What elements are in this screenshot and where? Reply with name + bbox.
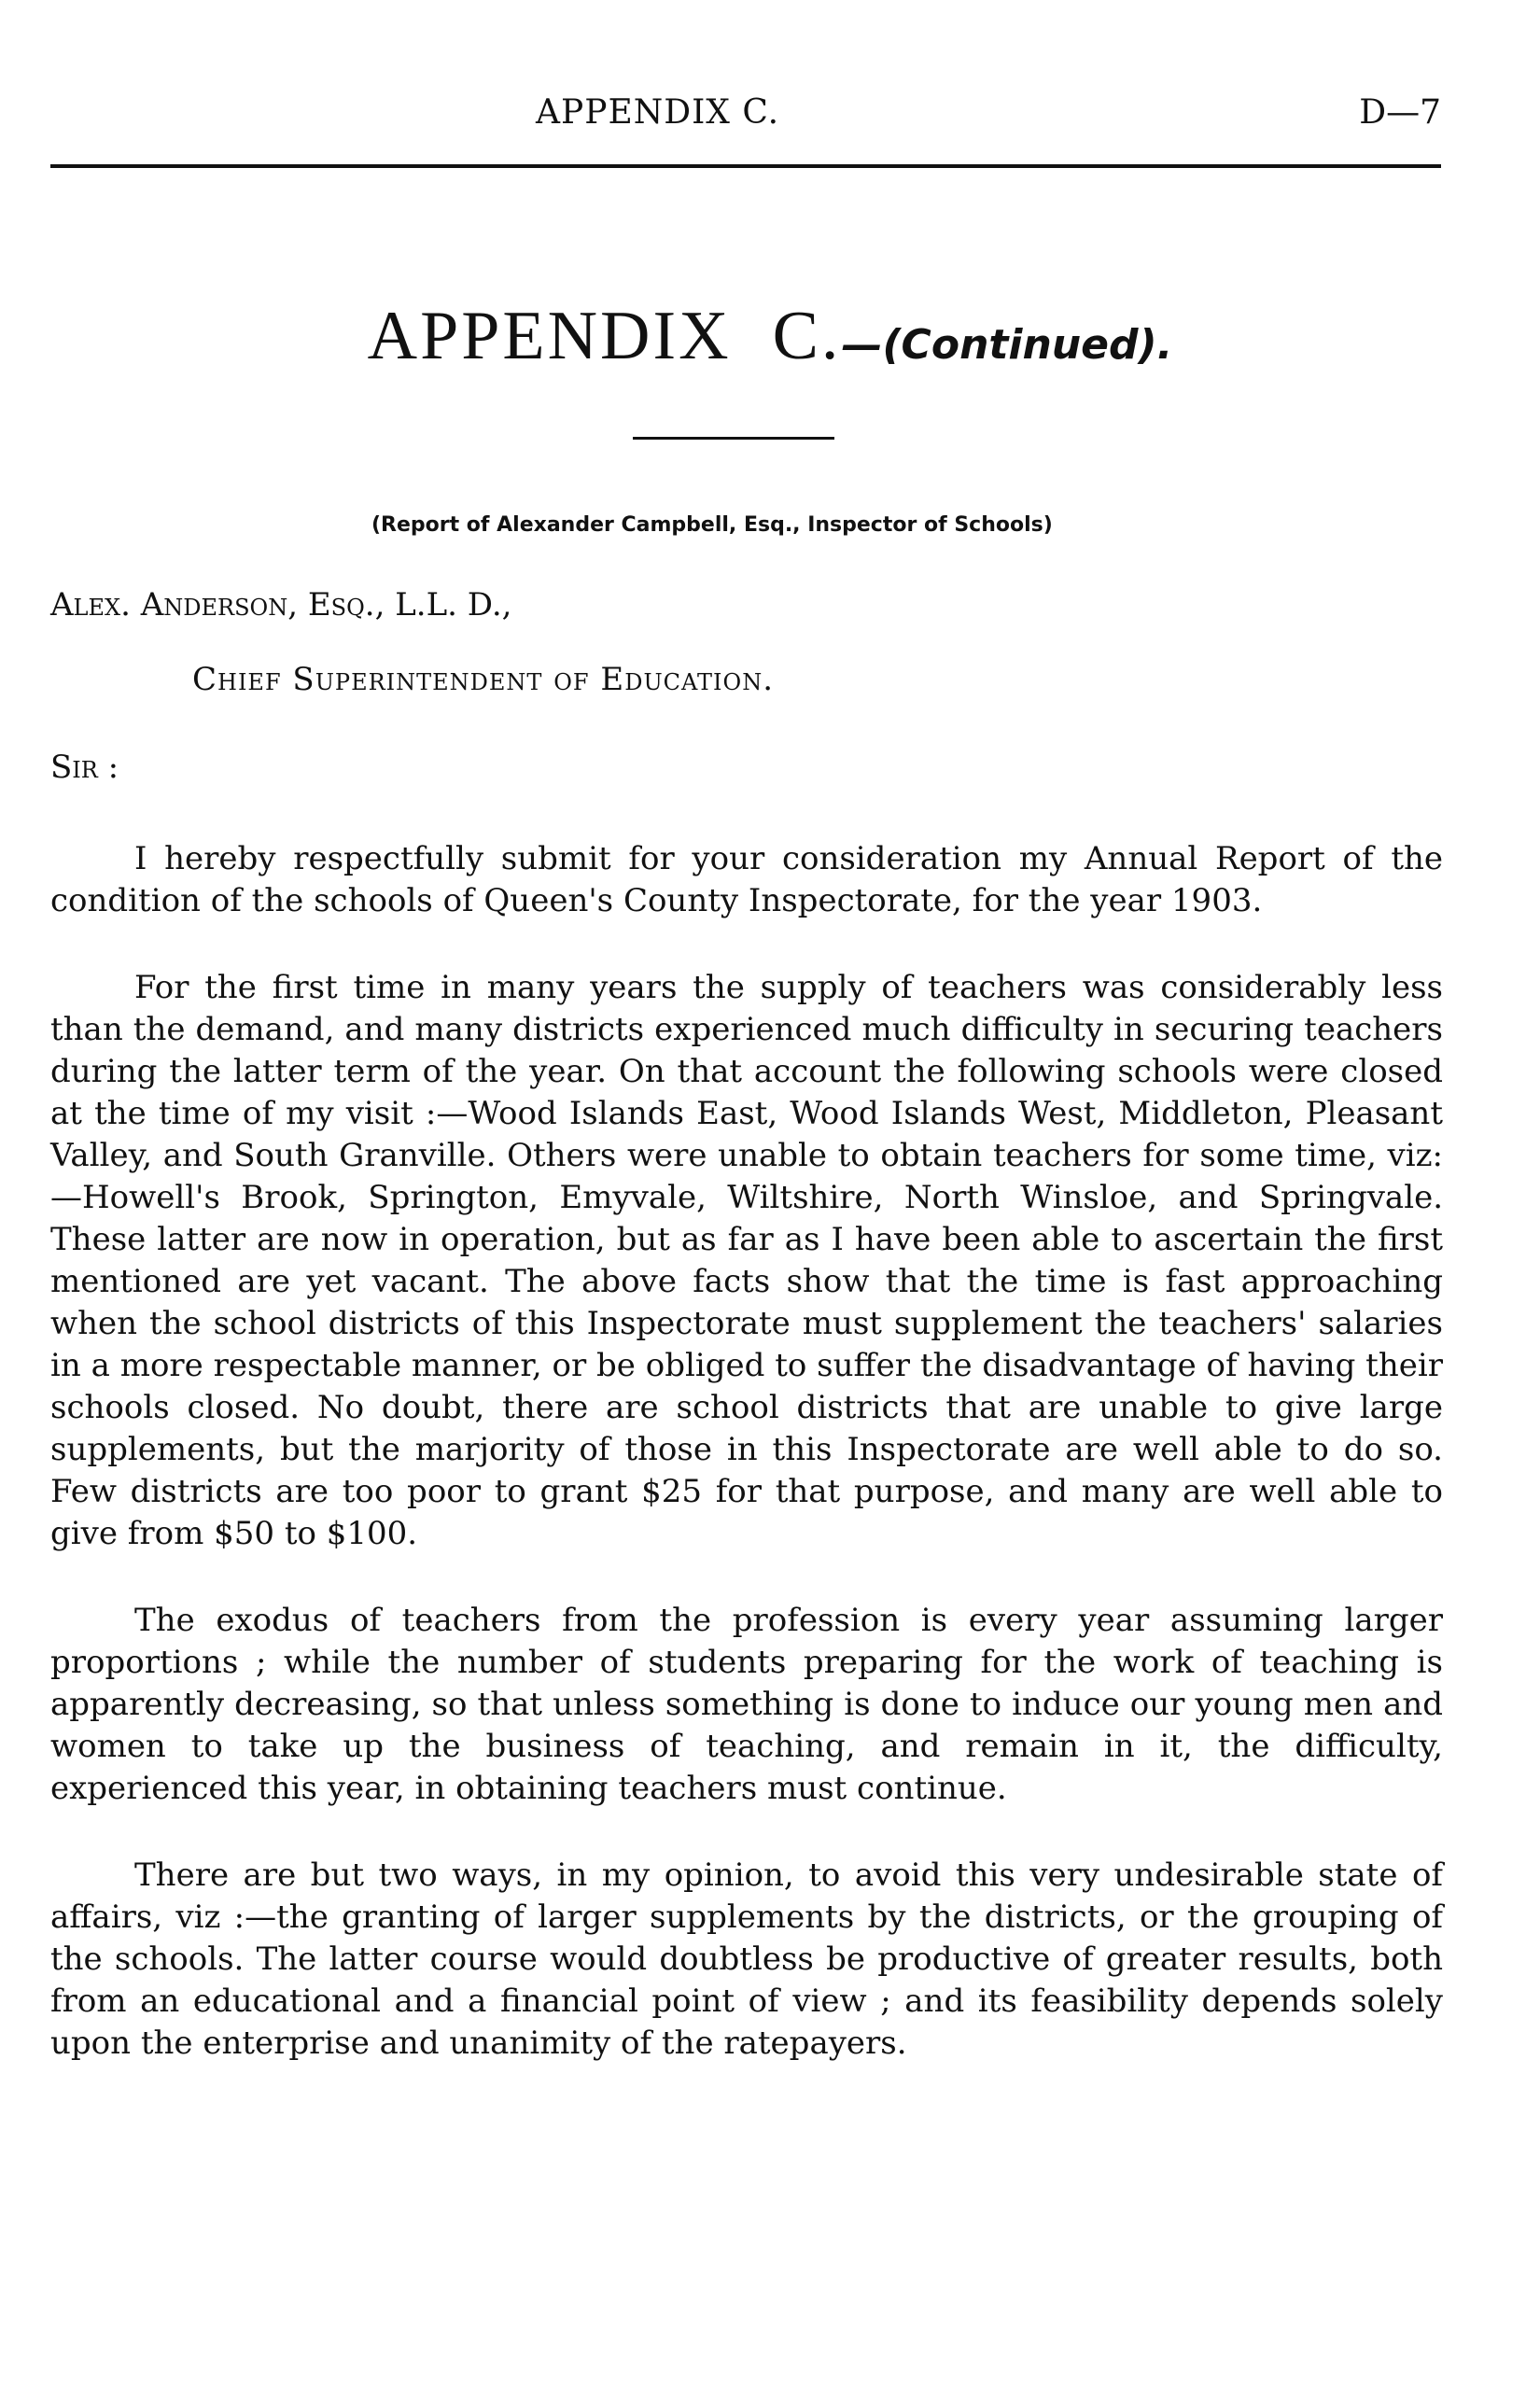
running-head-title: APPENDIX C. — [536, 93, 780, 132]
addressee-title: Chief Superintendent of Education. — [192, 661, 775, 698]
paragraph: I hereby respectfully submit for your consideration my Annual Report of the condition of the schools of Queen's County Inspectorate, for the year 1903. — [50, 840, 1443, 919]
report-note: (Report of Alexander Campbell, Esq., Inspector of Schools) — [371, 513, 1053, 537]
appendix-title-main: APPENDIX — [367, 298, 732, 374]
appendix-title-continued: —(Continued). — [841, 321, 1173, 369]
paragraph: The exodus of teachers from the profession is every year assuming larger proportions ; while the number of students preparing for the work of teaching is apparently decreasing, so that unless something is done to induce our young men and women to take up the business of teaching, and remain in it, the difficulty, experienced this year, in obtaining teachers must continue. — [50, 1602, 1443, 1807]
paragraph: For the first time in many years the supply of teachers was considerably less than the demand, and many districts experienced much difficulty in securing teachers during the latter term of the year. On that account the following schools were closed at the time of my visit :—Wood Islands East, Wood Islands West, Middleton, Pleasant Valley, and South Granville. Others were unable to obtain teachers for some time, viz:—Howell's Brook, Springton, Emyvale, Wiltshire, North Winsloe, and Springvale. These latter are now in operation, but as far as I have been able to ascertain the first mentioned are yet vacant. The above facts show that the time is fast approaching when the school districts of this Inspectorate must supplement the teachers' salaries in a more respectable manner, or be obliged to suffer the disadvantage of having their schools closed. No doubt, there are school districts that are unable to give large supplements, but the marjority of those in this Inspectorate are well able to do so. Few districts are too poor to grant $25 for that purpose, and many are well able to give from $50 to $100. — [50, 969, 1443, 1552]
report-body — [50, 838, 1443, 2109]
addressee-name: Alex. Anderson, Esq., L.L. D., — [50, 586, 512, 624]
salutation: Sir : — [50, 749, 119, 786]
page-number: D—7 — [1359, 93, 1441, 132]
appendix-title — [0, 297, 1540, 376]
header-rule — [50, 164, 1441, 168]
running-head — [50, 93, 1441, 140]
appendix-title-letter: C. — [772, 298, 842, 374]
paragraph: There are but two ways, in my opinion, to avoid this very undesirable state of affairs, viz :—the granting of larger supplements by the districts, or the grouping of the schools. The latter course would doubtless be productive of greater results, both from an educational and a financial point of view ; and its feasibility depends solely upon the enterprise and unanimity of the ratepayers. — [50, 1857, 1443, 2062]
title-rule — [633, 437, 834, 440]
